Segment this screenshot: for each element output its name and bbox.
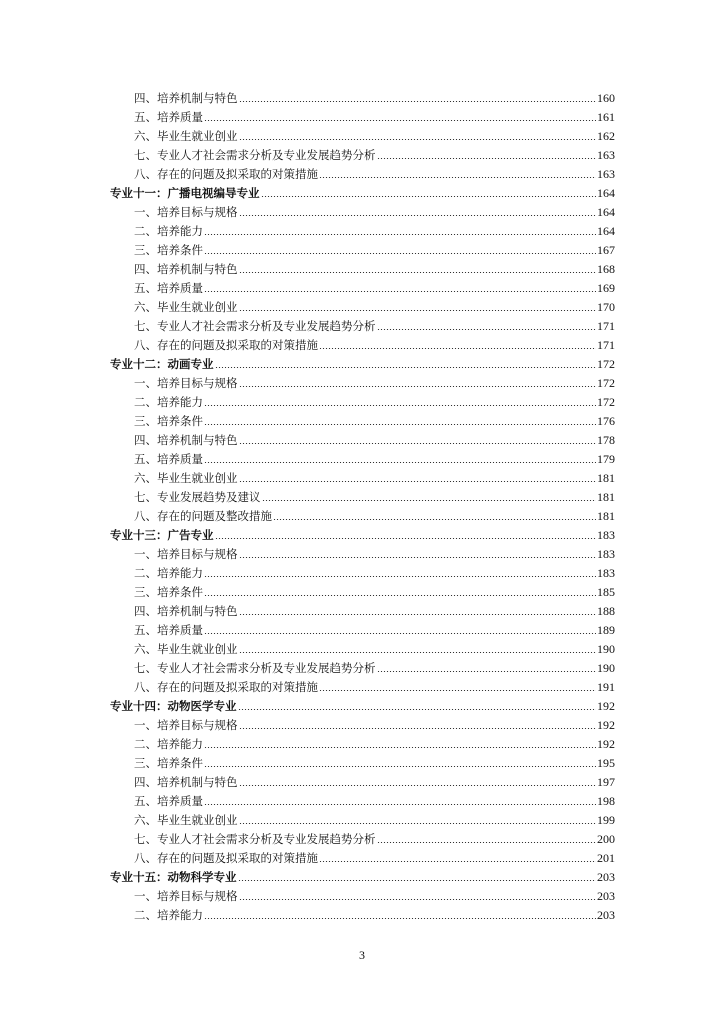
toc-entry-page: 183 (597, 547, 615, 561)
toc-section-heading[interactable] (110, 696, 615, 713)
toc-entry[interactable] (134, 639, 615, 656)
toc-section-heading[interactable] (110, 867, 615, 884)
dot-leader (204, 766, 596, 767)
toc-entry[interactable] (134, 373, 615, 390)
toc-entry-page: 191 (597, 680, 615, 694)
dot-leader (377, 842, 597, 843)
toc-entry-title: 八、存在的问题及整改措施 (134, 509, 272, 523)
toc-entry-page: 199 (597, 813, 615, 827)
toc-entry-page: 171 (597, 338, 615, 352)
toc-entry-title: 专业十三：广告专业 (110, 528, 214, 542)
toc-entry-title: 四、培养机制与特色 (134, 604, 238, 618)
toc-entry[interactable] (134, 601, 615, 618)
toc-entry-title: 五、培养质量 (134, 623, 203, 637)
toc-entry[interactable] (134, 88, 615, 105)
toc-entry-title: 七、专业发展趋势及建议 (134, 490, 261, 504)
toc-entry-title: 三、培养条件 (134, 756, 203, 770)
toc-section-heading[interactable] (110, 525, 615, 542)
toc-entry-title: 一、培养目标与规格 (134, 205, 238, 219)
toc-entry-page: 163 (597, 148, 615, 162)
toc-entry-page: 172 (597, 395, 615, 409)
toc-entry-page: 164 (597, 205, 615, 219)
dot-leader (204, 253, 596, 254)
toc-entry[interactable] (134, 544, 615, 561)
toc-entry-title: 二、培养能力 (134, 737, 203, 751)
toc-entry[interactable] (134, 677, 615, 694)
dot-leader (319, 861, 596, 862)
toc-entry-page: 178 (597, 433, 615, 447)
dot-leader (262, 500, 597, 501)
toc-entry-title: 六、毕业生就业创业 (134, 471, 238, 485)
toc-section-heading[interactable] (110, 354, 615, 371)
toc-entry[interactable] (134, 430, 615, 447)
toc-entry-page: 172 (597, 376, 615, 390)
dot-leader (239, 310, 597, 311)
toc-entry-title: 七、专业人才社会需求分析及专业发展趋势分析 (134, 661, 376, 675)
dot-leader (261, 196, 597, 197)
dot-leader (239, 728, 597, 729)
toc-entry-title: 七、专业人才社会需求分析及专业发展趋势分析 (134, 148, 376, 162)
toc-entry-page: 181 (597, 490, 615, 504)
dot-leader (239, 101, 597, 102)
toc-entry-page: 183 (597, 566, 615, 580)
toc-entry-page: 181 (597, 471, 615, 485)
toc-entry[interactable] (134, 658, 615, 675)
toc-entry-title: 四、培养机制与特色 (134, 775, 238, 789)
dot-leader (204, 576, 596, 577)
dot-leader (273, 519, 596, 520)
dot-leader (239, 215, 597, 216)
dot-leader (204, 462, 596, 463)
toc-entry-title: 四、培养机制与特色 (134, 433, 238, 447)
toc-entry[interactable] (134, 202, 615, 219)
dot-leader (319, 177, 596, 178)
toc-entry-title: 八、存在的问题及拟采取的对策措施 (134, 338, 318, 352)
toc-entry[interactable] (134, 259, 615, 276)
toc-entry[interactable] (134, 468, 615, 485)
toc-entry-page: 164 (597, 224, 615, 238)
toc-entry[interactable] (134, 278, 615, 295)
toc-entry-page: 201 (597, 851, 615, 865)
dot-leader (239, 386, 597, 387)
toc-entry[interactable] (134, 316, 615, 333)
dot-leader (377, 158, 597, 159)
toc-entry-page: 192 (597, 737, 615, 751)
toc-entry[interactable] (134, 753, 615, 770)
toc-entry-page: 172 (597, 357, 615, 371)
toc-entry[interactable] (134, 449, 615, 466)
dot-leader (204, 120, 596, 121)
dot-leader (377, 329, 597, 330)
toc-entry-page: 161 (597, 110, 615, 124)
toc-entry-title: 七、专业人才社会需求分析及专业发展趋势分析 (134, 832, 376, 846)
toc-entry-title: 六、毕业生就业创业 (134, 300, 238, 314)
toc-entry-title: 一、培养目标与规格 (134, 889, 238, 903)
toc-entry[interactable] (134, 791, 615, 808)
toc-entry-page: 183 (597, 528, 615, 542)
toc-entry-title: 五、培养质量 (134, 110, 203, 124)
toc-entry-title: 一、培养目标与规格 (134, 376, 238, 390)
toc-entry-title: 五、培养质量 (134, 281, 203, 295)
toc-entry[interactable] (134, 905, 615, 922)
toc-entry-page: 203 (597, 908, 615, 922)
toc-entry-page: 164 (597, 186, 615, 200)
toc-entry-title: 专业十一：广播电视编导专业 (110, 186, 260, 200)
toc-entry-page: 188 (597, 604, 615, 618)
toc-entry[interactable] (134, 848, 615, 865)
toc-entry-page: 160 (597, 91, 615, 105)
toc-entry[interactable] (134, 810, 615, 827)
toc-entry-title: 八、存在的问题及拟采取的对策措施 (134, 167, 318, 181)
dot-leader (239, 899, 597, 900)
dot-leader (204, 424, 596, 425)
dot-leader (319, 348, 596, 349)
dot-leader (204, 747, 596, 748)
toc-entry-page: 185 (597, 585, 615, 599)
toc-entry-title: 六、毕业生就业创业 (134, 129, 238, 143)
toc-entry-page: 192 (597, 718, 615, 732)
toc-entry-page: 200 (597, 832, 615, 846)
toc-entry-page: 162 (597, 129, 615, 143)
toc-entry[interactable] (134, 715, 615, 732)
toc-entry[interactable] (134, 487, 615, 504)
toc-entry-title: 八、存在的问题及拟采取的对策措施 (134, 680, 318, 694)
toc-entry-page: 167 (597, 243, 615, 257)
toc-entry[interactable] (134, 107, 615, 124)
toc-section-heading[interactable] (110, 183, 615, 200)
toc-entry-title: 八、存在的问题及拟采取的对策措施 (134, 851, 318, 865)
toc-entry-title: 四、培养机制与特色 (134, 262, 238, 276)
dot-leader (204, 405, 596, 406)
dot-leader (204, 918, 596, 919)
toc-entry-page: 190 (597, 642, 615, 656)
toc-entry[interactable] (134, 620, 615, 637)
toc-entry[interactable] (134, 145, 615, 162)
toc-entry-title: 三、培养条件 (134, 414, 203, 428)
toc-entry-title: 一、培养目标与规格 (134, 547, 238, 561)
toc-entry[interactable] (134, 582, 615, 599)
dot-leader (204, 291, 596, 292)
page-number: 3 (359, 948, 365, 962)
toc-entry-title: 二、培养能力 (134, 908, 203, 922)
toc-entry-title: 二、培养能力 (134, 224, 203, 238)
toc-entry[interactable] (134, 734, 615, 751)
toc-entry-page: 181 (597, 509, 615, 523)
toc-entry[interactable] (134, 126, 615, 143)
toc-entry[interactable] (134, 411, 615, 428)
toc-entry-page: 197 (597, 775, 615, 789)
toc-entry-title: 四、培养机制与特色 (134, 91, 238, 105)
toc-entry[interactable] (134, 886, 615, 903)
toc-entry[interactable] (134, 240, 615, 257)
dot-leader (239, 557, 597, 558)
toc-entry[interactable] (134, 772, 615, 789)
toc-entry-title: 六、毕业生就业创业 (134, 642, 238, 656)
toc-entry-page: 168 (597, 262, 615, 276)
toc-entry[interactable] (134, 392, 615, 409)
toc-entry-page: 169 (597, 281, 615, 295)
toc-entry-title: 专业十五：动物科学专业 (110, 870, 237, 884)
dot-leader (238, 880, 597, 881)
toc-entry-page: 171 (597, 319, 615, 333)
toc-entry[interactable] (134, 297, 615, 314)
dot-leader (239, 139, 597, 140)
dot-leader (239, 652, 597, 653)
dot-leader (377, 671, 597, 672)
toc-entry[interactable] (134, 506, 615, 523)
dot-leader (239, 614, 597, 615)
toc-entry-page: 189 (597, 623, 615, 637)
toc-entry[interactable] (134, 164, 615, 181)
toc-entry-title: 二、培养能力 (134, 395, 203, 409)
toc-entry-page: 163 (597, 167, 615, 181)
toc-entry-page: 195 (597, 756, 615, 770)
toc-entry-title: 二、培养能力 (134, 566, 203, 580)
toc-entry[interactable] (134, 335, 615, 352)
dot-leader (239, 272, 597, 273)
dot-leader (239, 823, 597, 824)
toc-entry-page: 170 (597, 300, 615, 314)
dot-leader (215, 367, 597, 368)
dot-leader (238, 709, 597, 710)
dot-leader (204, 595, 596, 596)
dot-leader (239, 785, 597, 786)
toc-entry[interactable] (134, 221, 615, 238)
toc-entry-title: 五、培养质量 (134, 452, 203, 466)
dot-leader (239, 481, 597, 482)
toc-entry-title: 三、培养条件 (134, 243, 203, 257)
toc-entry-title: 专业十四：动物医学专业 (110, 699, 237, 713)
toc-entry-title: 六、毕业生就业创业 (134, 813, 238, 827)
toc-entry-title: 七、专业人才社会需求分析及专业发展趋势分析 (134, 319, 376, 333)
toc-entry[interactable] (134, 563, 615, 580)
toc-entry-page: 176 (597, 414, 615, 428)
dot-leader (319, 690, 596, 691)
toc-entry-page: 203 (597, 870, 615, 884)
toc-entry-title: 专业十二：动画专业 (110, 357, 214, 371)
toc-entry-page: 179 (597, 452, 615, 466)
toc-entry-page: 190 (597, 661, 615, 675)
toc-entry-title: 五、培养质量 (134, 794, 203, 808)
toc-entry-page: 198 (597, 794, 615, 808)
toc-entry-page: 203 (597, 889, 615, 903)
dot-leader (204, 633, 596, 634)
dot-leader (204, 234, 596, 235)
dot-leader (204, 804, 596, 805)
dot-leader (239, 443, 597, 444)
toc-entry-page: 192 (597, 699, 615, 713)
toc-entry-title: 一、培养目标与规格 (134, 718, 238, 732)
toc-entry-title: 三、培养条件 (134, 585, 203, 599)
toc-entry[interactable] (134, 829, 615, 846)
dot-leader (215, 538, 597, 539)
